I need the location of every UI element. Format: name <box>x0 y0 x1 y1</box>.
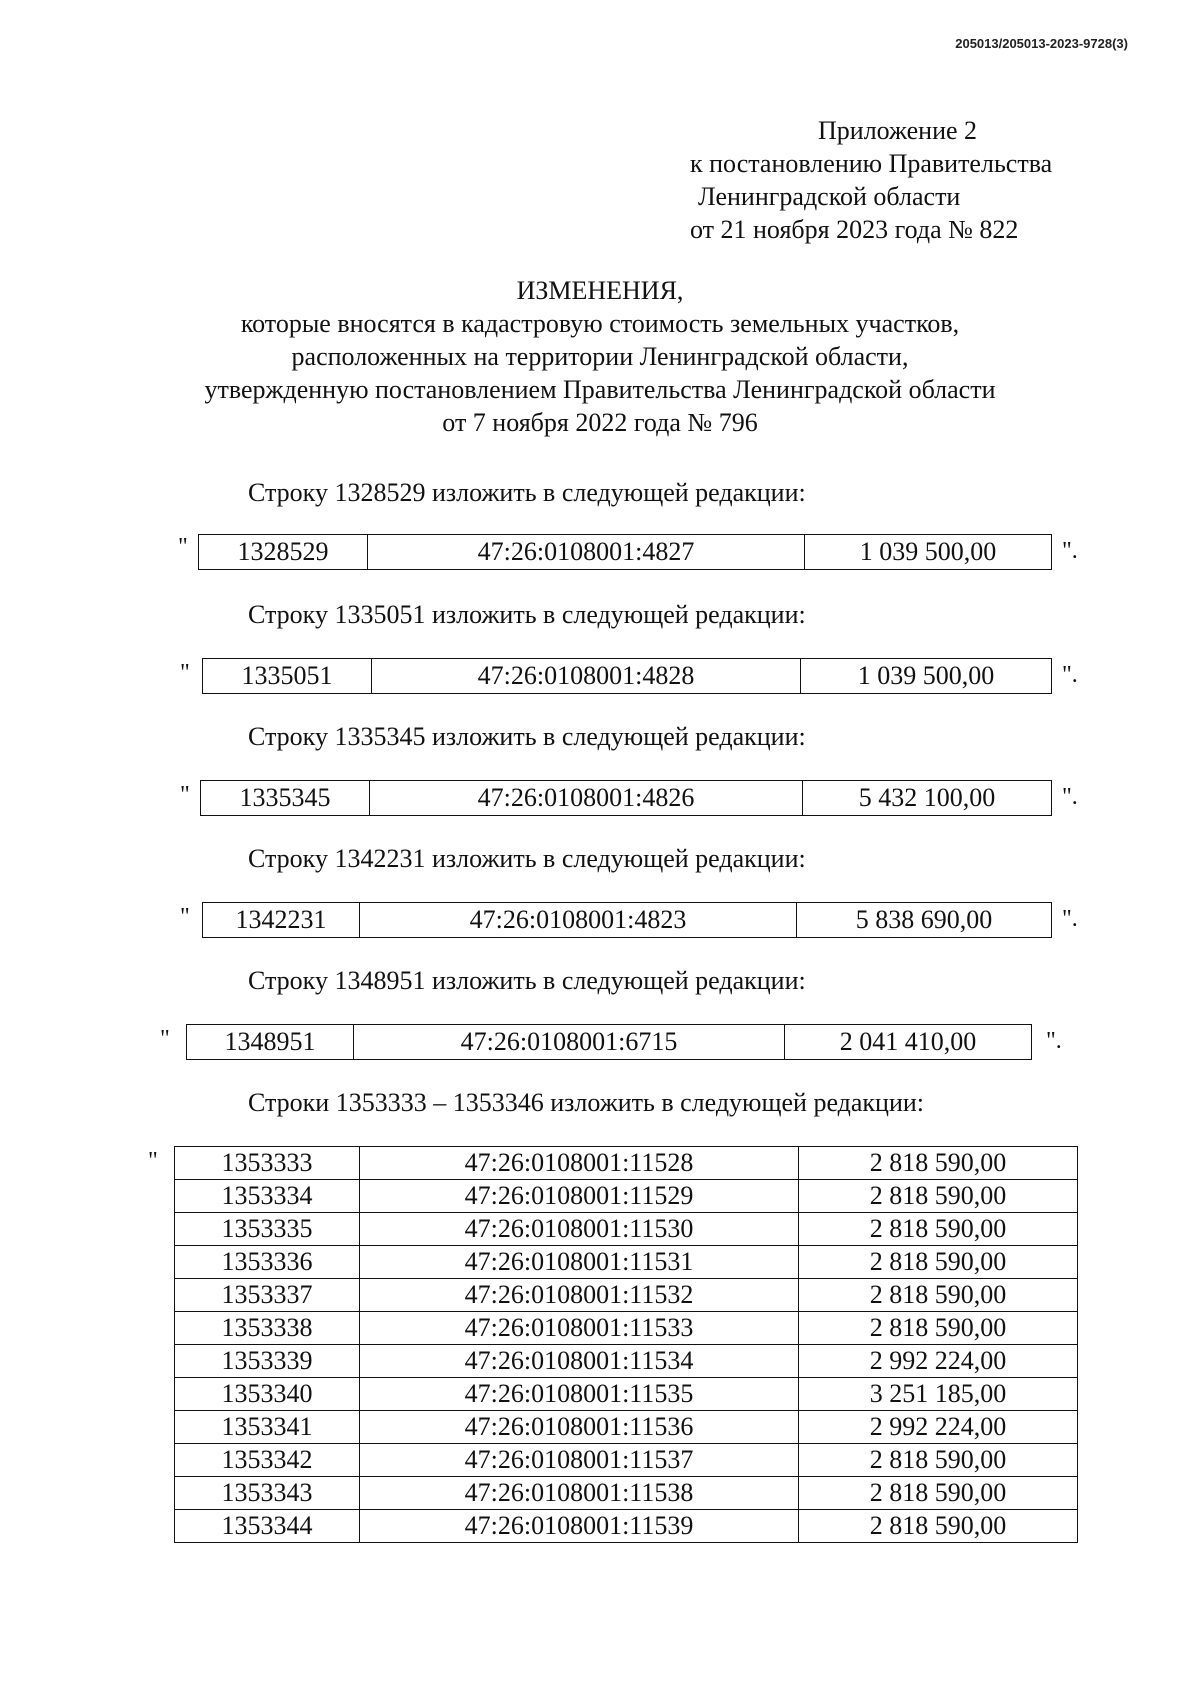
opening-quote: " <box>180 904 190 930</box>
title-line: которые вносятся в кадастровую стоимость земельных участков, <box>240 309 960 338</box>
table-row <box>175 1378 1078 1411</box>
instruction-text: Строку 1342231 изложить в следующей редакции: <box>248 844 806 873</box>
table-row <box>175 1312 1078 1345</box>
cadastral-number: 47:26:0108001:11532 <box>360 1279 799 1312</box>
range-table <box>174 1146 1078 1543</box>
row-number: 1353333 <box>175 1147 360 1180</box>
row-number: 1353339 <box>175 1345 360 1378</box>
row-table <box>198 534 1052 570</box>
cadastral-number: 47:26:0108001:4828 <box>372 659 801 694</box>
title-heading: ИЗМЕНЕНИЯ, <box>516 276 684 305</box>
row-table <box>186 1024 1032 1060</box>
closing-quote: ". <box>1062 662 1078 688</box>
cadastral-number: 47:26:0108001:4823 <box>360 903 797 938</box>
closing-quote: ". <box>1062 538 1078 564</box>
title-line: утвержденную постановлением Правительства Ленинградской области <box>204 375 996 404</box>
cadastral-number: 47:26:0108001:11534 <box>360 1345 799 1378</box>
closing-quote: ". <box>1046 1028 1062 1054</box>
instruction-text: Строку 1335345 изложить в следующей редакции: <box>248 722 806 751</box>
table-row <box>175 1246 1078 1279</box>
opening-quote: " <box>160 1026 170 1052</box>
row-table <box>202 658 1052 694</box>
cadastral-value: 1 039 500,00 <box>805 535 1052 570</box>
row-number: 1353340 <box>175 1378 360 1411</box>
appendix-number: Приложение 2 <box>818 116 978 145</box>
cadastral-value: 2 041 410,00 <box>785 1025 1032 1060</box>
cadastral-value: 2 818 590,00 <box>799 1213 1078 1246</box>
row-number: 1342231 <box>203 903 360 938</box>
cadastral-value: 2 818 590,00 <box>799 1312 1078 1345</box>
table-row <box>175 1345 1078 1378</box>
row-number: 1353341 <box>175 1411 360 1444</box>
cadastral-number: 47:26:0108001:11529 <box>360 1180 799 1213</box>
table-row <box>175 1180 1078 1213</box>
cadastral-value: 2 818 590,00 <box>799 1510 1078 1543</box>
opening-quote: " <box>148 1148 158 1174</box>
cadastral-value: 1 039 500,00 <box>801 659 1052 694</box>
table-row <box>175 1147 1078 1180</box>
cadastral-value: 2 818 590,00 <box>799 1279 1078 1312</box>
table-row <box>199 535 1052 570</box>
table-row <box>175 1213 1078 1246</box>
appendix-date: от 21 ноября 2023 года № 822 <box>690 215 1019 244</box>
document-title <box>0 274 1200 439</box>
row-table <box>202 902 1052 938</box>
opening-quote: " <box>180 782 190 808</box>
cadastral-number: 47:26:0108001:4827 <box>368 535 805 570</box>
table-row <box>175 1477 1078 1510</box>
document-id: 205013/205013-2023-9728(3) <box>955 36 1128 51</box>
table-row <box>175 1411 1078 1444</box>
cadastral-value: 2 818 590,00 <box>799 1477 1078 1510</box>
row-number: 1353334 <box>175 1180 360 1213</box>
closing-quote: ". <box>1062 906 1078 932</box>
instruction-text: Строки 1353333 – 1353346 изложить в следующей редакции: <box>248 1088 925 1117</box>
cadastral-value: 2 818 590,00 <box>799 1180 1078 1213</box>
cadastral-number: 47:26:0108001:11528 <box>360 1147 799 1180</box>
cadastral-number: 47:26:0108001:11535 <box>360 1378 799 1411</box>
closing-quote: ". <box>1062 784 1078 810</box>
cadastral-value: 3 251 185,00 <box>799 1378 1078 1411</box>
row-number: 1353335 <box>175 1213 360 1246</box>
appendix-block <box>690 114 1110 246</box>
row-table <box>200 780 1052 816</box>
title-line: расположенных на территории Ленинградской области, <box>291 342 909 371</box>
table-row <box>203 659 1052 694</box>
opening-quote: " <box>180 660 190 686</box>
row-number: 1353338 <box>175 1312 360 1345</box>
row-number: 1335345 <box>201 781 370 816</box>
table-row <box>175 1279 1078 1312</box>
row-number: 1353343 <box>175 1477 360 1510</box>
row-number: 1353336 <box>175 1246 360 1279</box>
instruction-text: Строку 1328529 изложить в следующей редакции: <box>248 478 806 507</box>
cadastral-value: 2 818 590,00 <box>799 1246 1078 1279</box>
row-number: 1335051 <box>203 659 372 694</box>
cadastral-value: 5 838 690,00 <box>797 903 1052 938</box>
cadastral-value: 2 818 590,00 <box>799 1147 1078 1180</box>
table-row <box>203 903 1052 938</box>
cadastral-value: 2 818 590,00 <box>799 1444 1078 1477</box>
cadastral-number: 47:26:0108001:11533 <box>360 1312 799 1345</box>
table-row <box>175 1444 1078 1477</box>
appendix-reference: к постановлению Правительства <box>690 149 1053 178</box>
opening-quote: " <box>178 534 188 560</box>
range-table-body <box>175 1147 1078 1543</box>
cadastral-number: 47:26:0108001:11537 <box>360 1444 799 1477</box>
appendix-region: Ленинградской области <box>698 182 961 211</box>
cadastral-number: 47:26:0108001:11539 <box>360 1510 799 1543</box>
row-number: 1353342 <box>175 1444 360 1477</box>
cadastral-number: 47:26:0108001:6715 <box>354 1025 785 1060</box>
title-line: от 7 ноября 2022 года № 796 <box>442 408 758 437</box>
table-row <box>187 1025 1032 1060</box>
instruction-text: Строку 1335051 изложить в следующей редакции: <box>248 600 806 629</box>
table-row <box>201 781 1052 816</box>
table-row <box>175 1510 1078 1543</box>
cadastral-value: 2 992 224,00 <box>799 1411 1078 1444</box>
cadastral-value: 5 432 100,00 <box>803 781 1052 816</box>
row-number: 1353344 <box>175 1510 360 1543</box>
cadastral-number: 47:26:0108001:11538 <box>360 1477 799 1510</box>
cadastral-value: 2 992 224,00 <box>799 1345 1078 1378</box>
cadastral-number: 47:26:0108001:11531 <box>360 1246 799 1279</box>
cadastral-number: 47:26:0108001:4826 <box>370 781 803 816</box>
instruction-text: Строку 1348951 изложить в следующей редакции: <box>248 966 806 995</box>
row-number: 1328529 <box>199 535 368 570</box>
row-number: 1353337 <box>175 1279 360 1312</box>
row-number: 1348951 <box>187 1025 354 1060</box>
cadastral-number: 47:26:0108001:11536 <box>360 1411 799 1444</box>
cadastral-number: 47:26:0108001:11530 <box>360 1213 799 1246</box>
